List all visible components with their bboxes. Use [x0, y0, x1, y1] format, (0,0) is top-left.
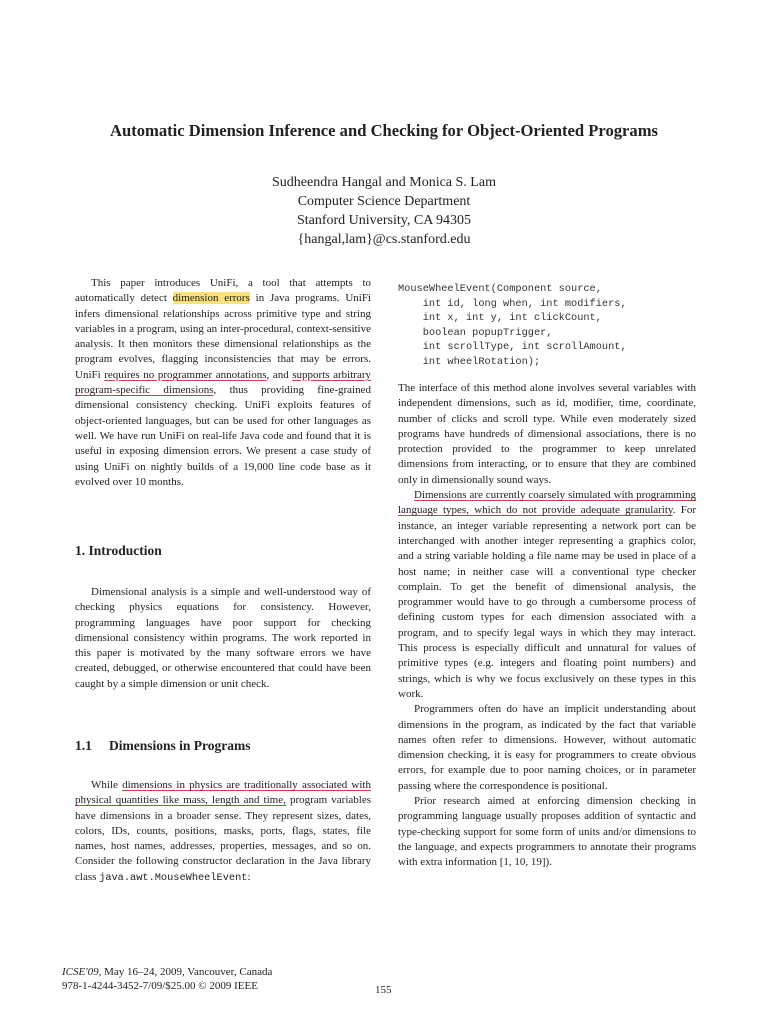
author-names: Sudheendra Hangal and Monica S. Lam	[272, 175, 496, 190]
subsection-number: 1.1	[75, 738, 92, 753]
section-heading-introduction: 1. Introduction	[75, 543, 162, 558]
underline-physics-dimensions[interactable]: dimensions in physics are traditionally associated with physical quantities like mass, length and time,	[75, 779, 371, 807]
paragraph-coarse-types	[398, 488, 696, 702]
right-column-body	[398, 381, 696, 871]
underline-program-specific-dimensions[interactable]: supports arbitrary program-specific dimensions	[75, 368, 371, 397]
abstract-paragraph	[75, 276, 371, 490]
paragraph-implicit-understanding: Programmers often do have an implicit understanding about dimensions in the program, as indicated by the fact that variable names often refer to dimensions. However, without automatic dimension checking, it is easy for programmers to create obvious errors, for example due to poor naming choices, or in parameter passing where the correspondence is positional.	[398, 703, 696, 792]
abstract-text: This paper introduces UniFi, a tool that attempts to automatically detect	[75, 277, 371, 305]
paper-title: Automatic Dimension Inference and Checking for Object-Oriented Programs	[110, 121, 658, 140]
page-number: 155	[375, 984, 392, 996]
paragraph-interface: The interface of this method alone involves several variables with independent dimensions, such as id, modifier, time, coordinate, number of clicks and scroll type. While even moderately sized programs have hundreds of dimensional associations, there is no protection provided to the programmer to keep unrelated dimensions from interacting, or to ensure that they are combined only in dimensionally sound ways.	[398, 382, 696, 486]
paragraph-text: . For instance, an integer variable representing a network port can be interchanged with another integer representing a graphics color, and a string variable holding a file name may be used in place of a host name; in neither case will a conventional type checker complain. To get the benefit of dimensional analysis, the programmer would have to go through a cumbersome process of defining custom types for each dimension associated with a program, and to specify legal ways in which they may interact. This process is especially difficult and unnatural for values of primitive types (e.g. integers and floating point numbers) and strings, which is why we focus exclusively on these types in this work.	[398, 504, 696, 700]
dimensions-text: :	[247, 870, 251, 883]
introduction-body	[75, 585, 371, 692]
abstract-text: in Java programs. UniFi infers dimensional relationships across primitive type and string variables in a program, using an inter-procedural, context-sensitive analysis. It then monitors these dimensional relationships as the program evolves, flagging inconsistencies that may be errors. UniFi	[75, 292, 371, 381]
introduction-paragraph: Dimensional analysis is a simple and well-understood way of checking physics equations for consistency. However, programming languages have poor support for checking dimensional consistency within programs. The work reported in this paper is motivated by the many software errors we have created, debugged, or otherwise encountered that could have been caught by a simple dimension or unit check.	[75, 586, 371, 690]
subsection-heading-dimensions	[75, 738, 251, 754]
abstract-text: , thus providing fine-grained dimensional consistency checking. UniFi exploits features of object-oriented languages, but can be used for other languages as well. We have run UniFi on real-life Java code and found that it is useful in exposing dimension errors. We present a case study of using UniFi on nightly builds of a 19,000 line code base as it evolved over 10 months.	[75, 384, 371, 488]
venue-details: , May 16–24, 2009, Vancouver, Canada	[98, 966, 273, 978]
footer-isbn: 978-1-4244-3452-7/09/$25.00 © 2009 IEEE	[62, 980, 258, 992]
author-department: Computer Science Department	[297, 194, 471, 209]
venue-name: ICSE'09	[62, 966, 99, 978]
subsection-title: Dimensions in Programs	[109, 738, 251, 753]
highlight-dimension-errors[interactable]: dimension errors	[172, 292, 250, 305]
dimensions-body	[75, 778, 371, 886]
abstract-text: , and	[266, 368, 293, 381]
author-institution: Stanford University, CA 94305	[296, 213, 472, 228]
author-email: {hangal,lam}@cs.stanford.edu	[297, 232, 471, 247]
dimensions-text: program variables have dimensions in a broader sense. They represent sizes, dates, colors, IDs, counts, positions, masks, ports, flags, states, file names, host names, addresses, properties, messages, and so on. Consider the following constructor declaration in the Java library class	[75, 794, 371, 883]
author-block	[0, 173, 768, 249]
dimensions-paragraph	[75, 778, 371, 886]
abstract	[75, 276, 371, 490]
footer	[62, 965, 272, 993]
footer-venue	[62, 965, 272, 979]
dimensions-text: While	[91, 779, 123, 791]
code-block: MouseWheelEvent(Component source, int id, long when, int modifiers, int x, int y, int clickCount, boolean popupTrigger, int scrollType, int scrollAmount, int wheelRotation);	[398, 283, 627, 368]
underline-coarse-types[interactable]: Dimensions are currently coarsely simulated with programming language types, which do not provide adequate granularity	[398, 489, 696, 517]
paragraph-prior-research: Prior research aimed at enforcing dimension checking in programming language usually proposes addition of syntactic and type-checking support for some form of units and/or dimensions to the language, and expects programmers to annotate their programs with extra information [1, 10, 19]).	[398, 795, 696, 869]
code-reference: java.awt.MouseWheelEvent	[99, 871, 248, 884]
underline-no-annotations[interactable]: requires no programmer annotations	[104, 368, 267, 381]
